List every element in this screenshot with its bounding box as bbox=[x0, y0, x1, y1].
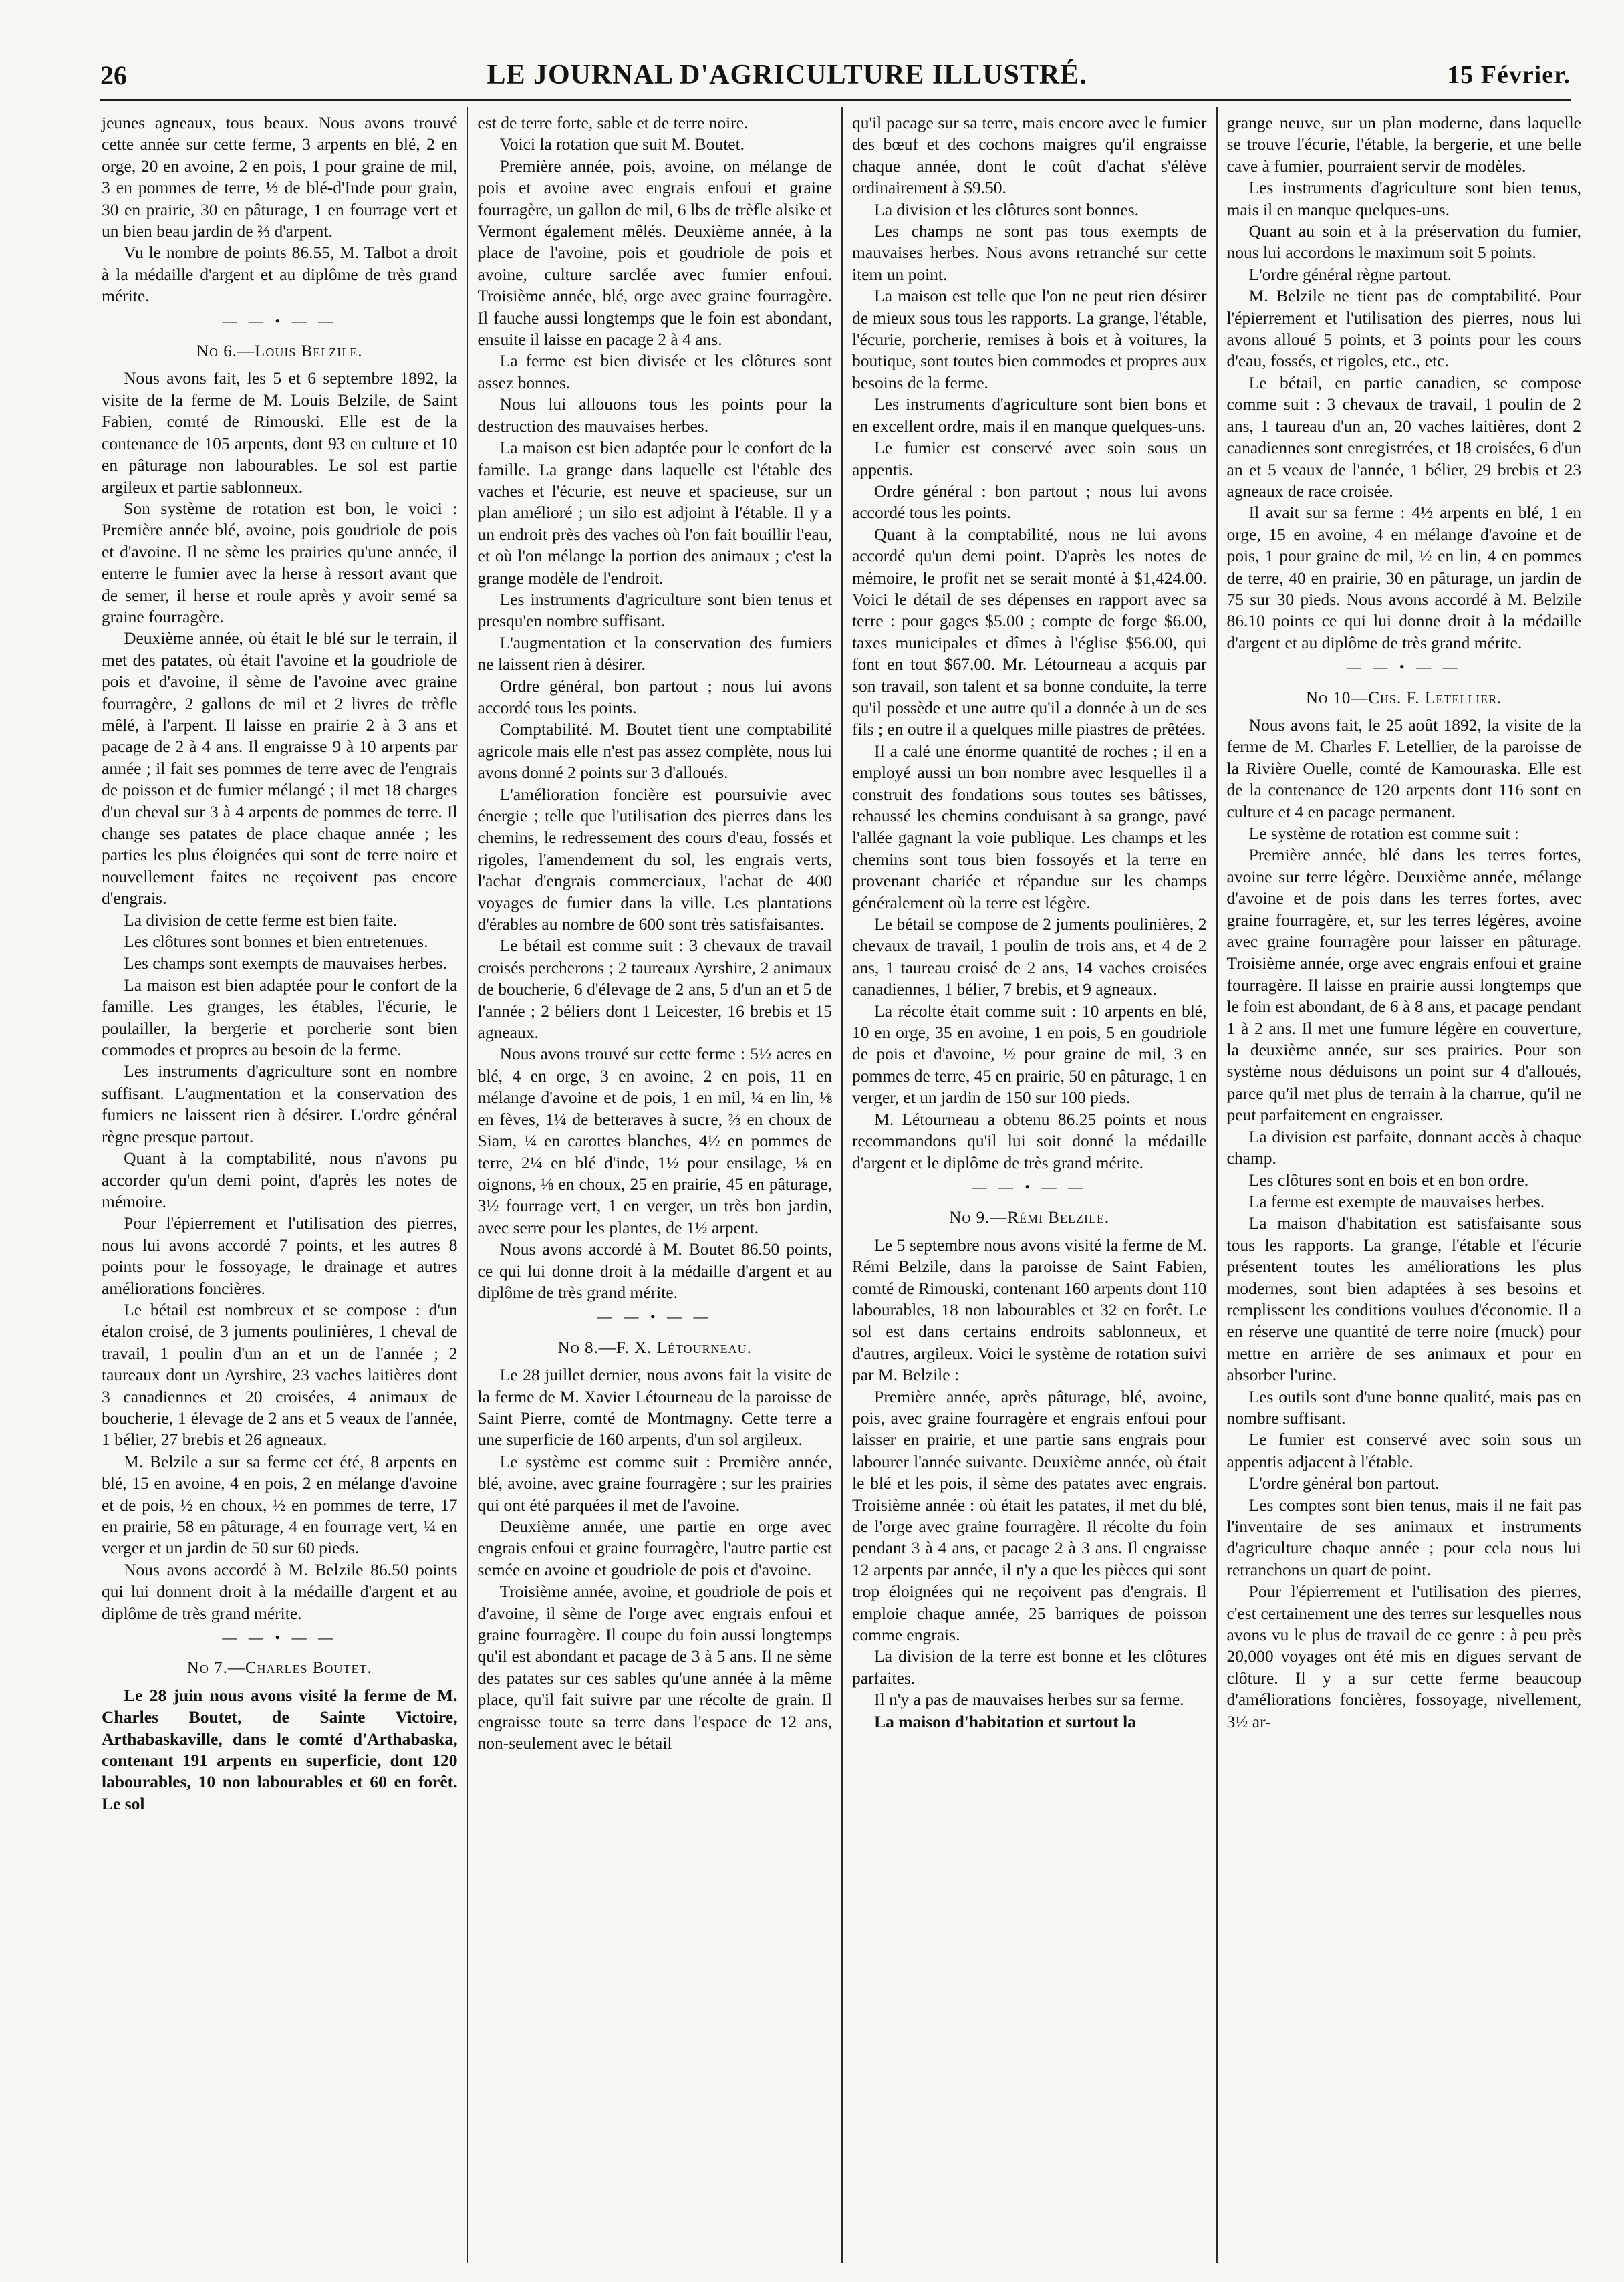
paragraph: Les champs sont exempts de mauvaises herbes. bbox=[124, 953, 447, 973]
section-heading: No 10—Chs. F. Letellier. bbox=[1306, 688, 1502, 707]
paragraph: Voici la rotation que suit M. Boutet. bbox=[499, 134, 745, 154]
section-divider: — — • — — bbox=[1346, 658, 1462, 676]
paragraph: La maison d'habitation et surtout la bbox=[874, 1711, 1136, 1731]
paragraph: Quant à la comptabilité, nous ne lui avons accordé qu'un demi point. D'après les notes de mémoire, le profit net se serait monté à $1,424.00. Voici le détail de ses dépenses en rapport avec sa terre : pour gages $5.00 ; compte de forge $6.00, taxes municipales et dîmes à l'église $56.00, qui font en tout $67.00. Mr. Létourneau a acquis par son travail, son talent et sa bonne conduite, la terre qu'il possède et une autre qu'il a donnée à un de ses fils ; en outre il a quelques mille piastres de prêtées. bbox=[852, 524, 1207, 739]
paragraph: Les instruments d'agriculture sont en nombre suffisant. L'augmentation et la conservation des fumiers ne laissent rien à désirer. L'ordre général règne presque partout. bbox=[102, 1061, 458, 1146]
paragraph: Le bétail est nombreux et se compose : d'un étalon croisé, de 3 juments poulinières, 1 cheval de travail, 1 poulin d'un an et un de l'année ; 2 taureaux dont un Ayrshire, 23 vaches laitières dont 3 canadiennes et 20 croisées, 4 animaux de boucherie, 1 élevage de 2 ans et 5 veaux de l'année, 1 bélier, 27 brebis et 26 agneaux. bbox=[102, 1299, 458, 1450]
paragraph: Première année, blé dans les terres fortes, avoine sur terre légère. Deuxième année, mélange d'avoine et de pois dans les terres fortes, avec graine fourragère, et, sur les terres légères, avoine avec graine fourragère pour laisser en pâturage. Troisième année, orge avec engrais enfoui et graine fourragère. Il laisse en prairie aussi longtemps que le foin est abondant, de 6 à 8 ans, et pacage pendant 1 à 2 ans. Il met une fumure légère en couverture, la deuxième année, sur ses prairies. Pour son système nous déduisons un point sur 4 d'alloués, parce qu'il met plus de terrain à la charrue, qu'il ne peut parfaitement en engraisser. bbox=[1226, 845, 1581, 1125]
column-4 bbox=[1216, 107, 1591, 2263]
paragraph: Nous avons fait, le 25 août 1892, la visite de la ferme de M. Charles F. Letellier, de la paroisse de la Rivière Ouelle, comté de Kamouraska. Elle est de la contenance de 120 arpents dont 116 sont en culture et 4 en pacage permanent. bbox=[1226, 715, 1581, 821]
section-divider: — — • — — bbox=[222, 311, 337, 329]
section-divider: — — • — — bbox=[597, 1308, 712, 1325]
paragraph: Première année, après pâturage, blé, avoine, pois, avec graine fourragère et engrais enfoui pour laisser en prairie, et une partie sans engrais pour labourer l'année suivante. Deuxième année, où était le blé et les pois, il sème des patates avec engrais. Troisième année : où était les patates, il met du blé, de l'orge avec graine fourragère. Il récolte du foin pendant 3 à 4 ans, et pacage 2 à 3 ans. Il engraisse 12 arpents par année, il n'y a que les pièces qui sont trop éloignées qui ne reçoivent pas d'engrais. Il emploie chaque année, 25 barriques de poisson comme engrais. bbox=[852, 1386, 1207, 1645]
paragraph: Il avait sur sa ferme : 4½ arpents en blé, 1 en orge, 15 en avoine, 4 en mélange d'avoine et de pois, 1 pour graine de mil, ½ en lin, 4 en pommes de terre, 40 en prairie, 30 en pâturage, un jardin de 75 sur 30 pieds. Nous avons accordé à M. Belzile 86.10 points ce qui lui donne droit à la médaille d'argent et au diplôme de très grand mérite. bbox=[1226, 503, 1581, 652]
paragraph: Quant à la comptabilité, nous n'avons pu accorder qu'un demi point, d'après les notes de mémoire. bbox=[102, 1148, 458, 1211]
paragraph: Le 28 juillet dernier, nous avons fait la visite de la ferme de M. Xavier Létourneau de la paroisse de Saint Pierre, comté de Montmagny. Cette terre a une superficie de 160 arpents, d'un sol argileux. bbox=[477, 1365, 832, 1450]
paragraph: Le bétail est comme suit : 3 chevaux de travail croisés percherons ; 2 taureaux Ayrshire, 2 animaux de boucherie, 6 d'élevage de 2 ans, 5 d'un an et 5 de l'année ; 2 béliers dont 1 Leicester, 16 brebis et 15 agneaux. bbox=[477, 936, 832, 1043]
paragraph: Les champs ne sont pas tous exempts de mauvaises herbes. Nous avons retranché sur cette item un point. bbox=[852, 221, 1207, 284]
section-divider: — — • — — bbox=[222, 1629, 337, 1646]
paragraph: Le système de rotation est comme suit : bbox=[1248, 823, 1520, 843]
paragraph: est de terre forte, sable et de terre noire. bbox=[477, 113, 749, 132]
paragraph: Comptabilité. M. Boutet tient une comptabilité agricole mais elle n'est pas assez complète, nous lui avons donné 2 points sur 3 d'alloués. bbox=[477, 719, 832, 783]
paragraph: Il n'y a pas de mauvaises herbes sur sa ferme. bbox=[874, 1690, 1184, 1710]
paragraph: Le système est comme suit : Première année, blé, avoine, avec graine fourragère ; sur les prairies qui ont été parquées il met de l'avoine. bbox=[477, 1451, 832, 1515]
section-divider: — — • — — bbox=[972, 1178, 1087, 1195]
article-columns bbox=[92, 107, 1591, 2263]
paragraph: M. Belzile a sur sa ferme cet été, 8 arpents en blé, 15 en avoine, 4 en pois, 2 en mélange d'avoine et de pois, ½ en choux, ½ en pommes de terre, 17 en prairie, 58 en pâturage, 4 en fourrage vert, ¼ en verger et un jardin de 50 sur 60 pieds. bbox=[102, 1451, 458, 1558]
header-rule bbox=[100, 99, 1571, 101]
issue-date: 15 Février. bbox=[1447, 61, 1571, 89]
paragraph: Les clôtures sont bonnes et bien entretenues. bbox=[124, 932, 428, 952]
paragraph: M. Létourneau a obtenu 86.25 points et nous recommandons qu'il lui soit donné la médaille d'argent et le diplôme de très grand mérite. bbox=[852, 1109, 1207, 1172]
paragraph: L'amélioration foncière est poursuivie avec énergie ; telle que l'utilisation des pierres dans les chemins, le redressement des cours d'eau, fossés et rigoles, l'amendement du sol, les engrais verts, l'achat d'engrais commerciaux, l'achat de 400 voyages de fumier dans la ville. Les plantations d'érables au nombre de 600 sont très satisfaisantes. bbox=[477, 784, 832, 934]
paragraph: jeunes agneaux, tous beaux. Nous avons trouvé cette année sur cette ferme, 3 arpents en blé, 2 en orge, 20 en avoine, 2 en pois, 1 pour graine de mil, 3 en pommes de terre, ½ de blé-d'Inde pour grain, 30 en prairie, 30 en pâturage, 1 en fourrage vert et un bien beau jardin de ⅔ d'arpent. bbox=[102, 113, 458, 241]
column-2 bbox=[467, 107, 842, 2263]
page-header bbox=[100, 48, 1571, 102]
section-heading: No 9.—Rémi Belzile. bbox=[949, 1209, 1110, 1227]
paragraph: Nous avons fait, les 5 et 6 septembre 1892, la visite de la ferme de M. Louis Belzile, de Saint Fabien, comté de Rimouski. Elle est de la contenance de 105 arpents, dont 93 en culture et 10 en pâturage non labourables. Le sol est partie argileux et partie sablonneux. bbox=[102, 368, 458, 497]
paragraph: La maison est bien adaptée pour le confort de la famille. La grange dans laquelle est l'étable des vaches et l'écurie, est neuve et spacieuse, sur un plan amélioré ; un silo est adjoint à l'étable. Il y a un endroit près des vaches où l'on fait bouillir l'eau, et où l'on mélange la portion des animaux ; c'est la grange modèle de l'endroit. bbox=[477, 438, 832, 588]
paragraph: Première année, pois, avoine, on mélange de pois et avoine avec engrais enfoui et graine fourragère, un gallon de mil, 6 lbs de trèfle alsike et Vermont également mêlés. Deuxième année, à la place de l'avoine, pois et goudriole de pois et avoine, culture sarclée avec fumier enfoui. Troisième année, blé, orge avec graine fourragère. Il fauche aussi longtemps que le foin est abondant, ensuite il laisse en pacage 2 à 4 ans. bbox=[477, 156, 832, 350]
paragraph: Les instruments d'agriculture sont bien tenus, mais il en manque quelques-uns. bbox=[1226, 178, 1581, 219]
paragraph: Le fumier est conservé avec soin sous un appentis adjacent à l'étable. bbox=[1226, 1430, 1581, 1471]
paragraph: Pour l'épierrement et l'utilisation des pierres, c'est certainement une des terres sur lesquelles nous avons vu le plus de travail de ce genre : à peu près 20,000 voyages ont été mis en digues servant de clôture. Il y a sur cette ferme beaucoup d'améliorations foncières, fossoyage, nivellement, 3½ ar- bbox=[1226, 1581, 1581, 1731]
paragraph: Nous avons trouvé sur cette ferme : 5½ acres en blé, 4 en orge, 3 en avoine, 2 en pois, 11 en mélange d'avoine et de pois, 1 en mil, ¼ en lin, ⅛ en fèves, 1¼ de betteraves à sucre, ⅔ en choux de Siam, ¼ en carottes blanches, 4½ en pommes de terre, 2¼ en blé d'inde, 1½ pour ensilage, ⅛ en oignons, ⅛ en choux, 25 en prairie, 45 en pâturage, 3½ fourrage vert, 1 en verger, un très bon jardin, avec serre pour les plantes, de 1½ arpent. bbox=[477, 1044, 832, 1237]
paragraph: La récolte était comme suit : 10 arpents en blé, 10 en orge, 35 en avoine, 1 en pois, 5 en goudriole de pois et d'avoine, ½ pour graine de mil, 3 en pommes de terre, 45 en prairie, 50 en pâturage, 1 en verger, et un jardin de 150 sur 100 pieds. bbox=[852, 1001, 1207, 1108]
paragraph: Son système de rotation est bon, le voici : Première année blé, avoine, pois goudriole de pois et d'avoine. Il ne sème les prairies qu'une année, il enterre le fumier avec la herse à ressort avant que de semer, il herse et roule après y avoir semé sa graine fourragère. bbox=[102, 498, 458, 626]
section-heading: No 8.—F. X. Létourneau. bbox=[557, 1338, 752, 1357]
page-number: 26 bbox=[100, 59, 127, 90]
paragraph: Les instruments d'agriculture sont bien bons et en excellent ordre, mais il en manque quelques-uns. bbox=[852, 394, 1207, 436]
paragraph: La ferme est bien divisée et les clôtures sont assez bonnes. bbox=[477, 351, 832, 392]
paragraph: La maison est bien adaptée pour le confort de la famille. Les granges, les étables, l'écurie, le poulailler, la bergerie et porcherie sont bien commodes et propres au besoin de la ferme. bbox=[102, 975, 458, 1060]
paragraph: Le 5 septembre nous avons visité la ferme de M. Rémi Belzile, dans la paroisse de Saint Fabien, comté de Rimouski, contenant 160 arpents dont 110 labourables, 18 non labourables et 32 en forêt. Le sol est dans certains endroits sablonneux, et d'autres, argileux. Voici le système de rotation suivi par M. Belzile : bbox=[852, 1235, 1207, 1385]
paragraph: La division de cette ferme est bien faite. bbox=[124, 910, 398, 930]
paragraph: Le bétail, en partie canadien, se compose comme suit : 3 chevaux de travail, 1 poulin de 2 ans, 1 taureau d'un an, 20 vaches laitières, dont 2 canadiennes sont enregistrées, et 18 croisées, 6 d'un an et 5 veaux de l'année, 1 bélier, 29 brebis et 23 agneaux de race croisée. bbox=[1226, 372, 1581, 501]
paragraph: Le bétail se compose de 2 juments poulinières, 2 chevaux de travail, 1 poulin de trois ans, et 4 de 2 ans, 1 taureau croisé de 2 ans, 14 vaches croisées canadiennes, 1 bélier, 7 brebis, et 9 agneaux. bbox=[852, 914, 1207, 999]
paragraph: Deuxième année, où était le blé sur le terrain, il met des patates, où était l'avoine et la goudriole de pois et d'avoine, il sème de l'avoine avec graine fourragère, 2 gallons de mil et 2 livres de trèfle mêlé, à l'arpent. Il laisse en prairie 2 à 3 ans et pacage de 2 à 4 ans. Il engraisse 9 à 10 arpents par année ; il fait ses pommes de terre avec de l'engrais de poisson et de fumier mélangé ; il met 18 charges d'un cheval sur 3 à 4 arpents de pommes de terre. Il change ses patates de place chaque année ; les parties les plus éloignées qui sont de terre noire et nouvellement faites ne reçoivent pas encore d'engrais. bbox=[102, 628, 458, 908]
paragraph: qu'il pacage sur sa terre, mais encore avec le fumier des bœuf et des cochons maigres qu'il engraisse chaque année, dont le coût d'achat s'élève ordinairement à $9.50. bbox=[852, 113, 1207, 198]
paragraph: La division de la terre est bonne et les clôtures parfaites. bbox=[852, 1646, 1207, 1688]
paragraph: Nous avons accordé à M. Belzile 86.50 points qui lui donnent droit à la médaille d'argent et au diplôme de très grand mérite. bbox=[102, 1559, 458, 1623]
paragraph: Nous lui allouons tous les points pour la destruction des mauvaises herbes. bbox=[477, 394, 832, 436]
paragraph: Quant au soin et à la préservation du fumier, nous lui accordons le maximum soit 5 points. bbox=[1226, 221, 1581, 263]
paragraph: Ordre général, bon partout ; nous lui avons accordé tous les points. bbox=[477, 676, 832, 717]
paragraph: Troisième année, avoine, et goudriole de pois et d'avoine, il sème de l'orge avec engrais enfoui et graine fourragère. Il coupe du foin aussi longtemps qu'il est abondant et pacage de 3 à 5 ans. Il ne sème des patates sur ces sables qu'une année à la même place, qu'il fait suivre par une récolte de grain. Il engraisse toute sa terre dans l'espace de 12 ans, non-seulement avec le bétail bbox=[477, 1581, 832, 1753]
paragraph: La maison est telle que l'on ne peut rien désirer de mieux sous tous les rapports. La grange, l'étable, l'écurie, porcherie, remises à bois et à voitures, la boutique, sont toutes bien commodes et propres aux besoins de la ferme. bbox=[852, 286, 1207, 392]
paragraph: Deuxième année, une partie en orge avec engrais enfoui et graine fourragère, l'autre partie est semée en avoine et goudriole de pois et d'avoine. bbox=[477, 1517, 832, 1579]
paragraph: La ferme est exempte de mauvaises herbes. bbox=[1248, 1191, 1545, 1211]
paragraph: Vu le nombre de points 86.55, M. Talbot a droit à la médaille d'argent et au diplôme de très grand mérite. bbox=[102, 243, 458, 306]
paragraph: Pour l'épierrement et l'utilisation des pierres, nous lui avons accordé 7 points, et les autres 8 points pour le fossoyage, le drainage et autres améliorations foncières. bbox=[102, 1213, 458, 1298]
paragraph: Le 28 juin nous avons visité la ferme de M. Charles Boutet, de Sainte Victoire, Arthabaskaville, dans le comté d'Arthabaska, contenant 191 arpents en superficie, dont 120 labourables, 10 non labourables et 60 en forêt. Le sol bbox=[102, 1685, 458, 1813]
paragraph: L'ordre général règne partout. bbox=[1248, 264, 1452, 284]
column-3 bbox=[841, 107, 1216, 2263]
paragraph: Les comptes sont bien tenus, mais il ne fait pas l'inventaire de ses animaux et instruments d'agriculture chaque année ; pour cela nous lui retranchons un quart de point. bbox=[1226, 1495, 1581, 1579]
paragraph: Les instruments d'agriculture sont bien tenus et presqu'en nombre suffisant. bbox=[477, 589, 832, 631]
paragraph: Les clôtures sont en bois et en bon ordre. bbox=[1248, 1170, 1529, 1190]
paragraph: Il a calé une énorme quantité de roches ; il en a employé aussi un bon nombre avec lesquelles il a construit des fondations sous toutes ses bâtisses, rehaussé les chemins conduisant à sa grange, pavé l'allée gagnant la voie publique. Les champs et les chemins sont tous bien fossoyés et la terre en provenant chariée et répandue sur les champs généralement où la terre est légère. bbox=[852, 741, 1207, 912]
section-heading: No 6.—Louis Belzile. bbox=[196, 342, 363, 361]
paragraph: La division et les clôtures sont bonnes. bbox=[874, 199, 1139, 219]
paragraph: M. Belzile ne tient pas de comptabilité. Pour l'épierrement et l'utilisation des pierres, nous lui avons alloué 5 points, et 3 points pour les cours d'eau, fossés, et rigoles, etc., etc. bbox=[1226, 286, 1581, 371]
journal-title: LE JOURNAL D'AGRICULTURE ILLUSTRÉ. bbox=[487, 59, 1087, 90]
paragraph: grange neuve, sur un plan moderne, dans laquelle se trouve l'écurie, l'étable, la bergerie, et une belle cave à fumier, pourraient servir de modèles. bbox=[1226, 113, 1581, 176]
paragraph: L'augmentation et la conservation des fumiers ne laissent rien à désirer. bbox=[477, 632, 832, 674]
paragraph: Ordre général : bon partout ; nous lui avons accordé tous les points. bbox=[852, 481, 1207, 523]
section-heading: No 7.—Charles Boutet. bbox=[186, 1659, 372, 1678]
paragraph: Nous avons accordé à M. Boutet 86.50 points, ce qui lui donne droit à la médaille d'argent et au diplôme de très grand mérite. bbox=[477, 1239, 832, 1302]
paragraph: La maison d'habitation est satisfaisante sous tous les rapports. La grange, l'étable et l'écurie présentent toutes les améliorations les plus modernes, sont bien adaptées à ses besoins et remplissent les conditions voulues d'économie. Il a en réserve une quantité de terre noire (muck) pour mettre en arrière de ses animaux et pour en absorber l'urine. bbox=[1226, 1213, 1581, 1385]
paragraph: Les outils sont d'une bonne qualité, mais pas en nombre suffisant. bbox=[1226, 1386, 1581, 1428]
paragraph: L'ordre général bon partout. bbox=[1248, 1473, 1440, 1493]
paragraph: Le fumier est conservé avec soin sous un appentis. bbox=[852, 438, 1207, 479]
paragraph: La division est parfaite, donnant accès à chaque champ. bbox=[1226, 1126, 1581, 1168]
column-1 bbox=[92, 107, 467, 2263]
